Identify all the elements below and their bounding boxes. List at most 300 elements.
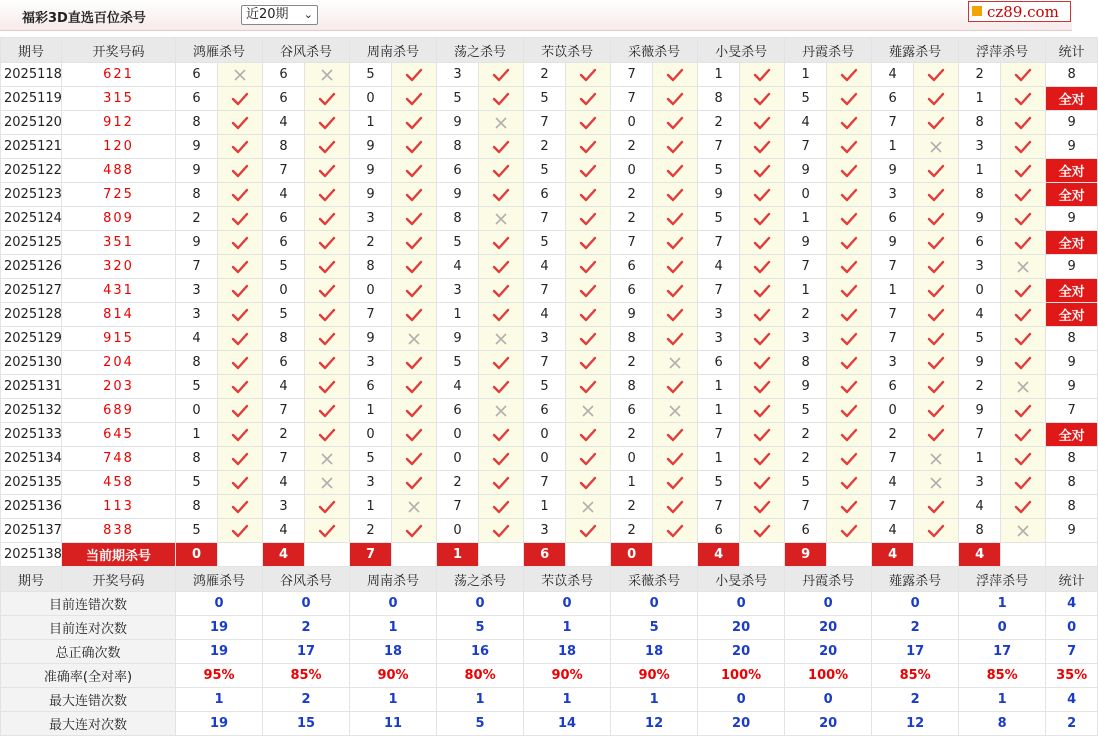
kill-result-correct xyxy=(218,399,263,423)
kill-result-correct xyxy=(305,495,350,519)
kill-result-correct xyxy=(305,207,350,231)
column-header: 芣苡杀号 xyxy=(524,38,611,63)
kill-result-correct xyxy=(740,375,785,399)
kill-number: 9 xyxy=(437,111,479,135)
current-issue-row xyxy=(1,543,1098,567)
kill-number: 2 xyxy=(611,135,653,159)
kill-number: 6 xyxy=(437,159,479,183)
kill-number: 9 xyxy=(350,327,392,351)
check-icon xyxy=(753,380,771,394)
kill-number: 3 xyxy=(872,183,914,207)
kill-number: 9 xyxy=(785,159,827,183)
kill-number: 7 xyxy=(872,255,914,279)
stat-value: 17 xyxy=(263,640,350,664)
kill-result-correct xyxy=(566,111,611,135)
kill-number: 8 xyxy=(176,495,218,519)
check-icon xyxy=(318,500,336,514)
cross-icon xyxy=(233,68,247,82)
kill-result-correct xyxy=(653,303,698,327)
winning-number: 814 xyxy=(62,303,176,327)
check-icon xyxy=(666,452,684,466)
kill-result-correct xyxy=(218,447,263,471)
kill-number: 9 xyxy=(437,183,479,207)
check-icon xyxy=(318,308,336,322)
check-icon xyxy=(753,92,771,106)
kill-number: 4 xyxy=(785,111,827,135)
table-row xyxy=(1,471,1098,495)
kill-result-correct xyxy=(653,231,698,255)
kill-result-correct xyxy=(653,279,698,303)
check-icon xyxy=(231,164,249,178)
kill-number: 7 xyxy=(785,495,827,519)
kill-result-correct xyxy=(914,159,959,183)
stat-all-correct-badge: 全对 xyxy=(1046,183,1098,207)
kill-result-correct xyxy=(566,279,611,303)
current-kill-number: 0 xyxy=(176,543,218,567)
check-icon xyxy=(231,476,249,490)
check-icon xyxy=(753,284,771,298)
check-icon xyxy=(753,140,771,154)
kill-number: 8 xyxy=(611,327,653,351)
kill-result-correct xyxy=(740,423,785,447)
kill-number: 7 xyxy=(524,351,566,375)
kill-number: 2 xyxy=(611,495,653,519)
kill-result-correct xyxy=(740,399,785,423)
column-header: 丹霞杀号 xyxy=(785,38,872,63)
kill-result-correct xyxy=(479,423,524,447)
current-kill-number: 4 xyxy=(263,543,305,567)
kill-number: 0 xyxy=(524,447,566,471)
kill-result-correct xyxy=(653,375,698,399)
kill-number: 2 xyxy=(350,519,392,543)
check-icon xyxy=(318,356,336,370)
kill-result-correct xyxy=(392,183,437,207)
kill-result-correct xyxy=(392,63,437,87)
check-icon xyxy=(231,116,249,130)
column-header: 荡之杀号 xyxy=(437,567,524,592)
kill-result-wrong xyxy=(914,471,959,495)
column-header: 统计 xyxy=(1046,38,1098,63)
stat-value: 19 xyxy=(176,616,263,640)
kill-number: 2 xyxy=(263,423,305,447)
kill-result-correct xyxy=(479,231,524,255)
kill-result-correct xyxy=(305,375,350,399)
column-header: 芣苡杀号 xyxy=(524,567,611,592)
table-row xyxy=(1,495,1098,519)
table-row xyxy=(1,447,1098,471)
kill-number: 9 xyxy=(872,231,914,255)
stat-value: 11 xyxy=(350,712,437,736)
kill-result-correct xyxy=(914,207,959,231)
stat-value: 35% xyxy=(1046,664,1098,688)
kill-result-correct xyxy=(392,135,437,159)
kill-number: 4 xyxy=(959,495,1001,519)
check-icon xyxy=(840,140,858,154)
winning-number: 113 xyxy=(62,495,176,519)
cross-icon xyxy=(668,404,682,418)
kill-number: 2 xyxy=(785,303,827,327)
kill-number: 0 xyxy=(524,423,566,447)
winning-number: 458 xyxy=(62,471,176,495)
kill-result-correct xyxy=(479,351,524,375)
check-icon xyxy=(405,164,423,178)
period-select[interactable] xyxy=(241,5,318,25)
kill-number: 7 xyxy=(698,495,740,519)
kill-number: 1 xyxy=(959,159,1001,183)
kill-number: 2 xyxy=(959,375,1001,399)
kill-result-correct xyxy=(1001,63,1046,87)
kill-result-correct xyxy=(305,231,350,255)
kill-result-correct xyxy=(392,399,437,423)
check-icon xyxy=(1014,428,1032,442)
check-icon xyxy=(840,260,858,274)
check-icon xyxy=(318,140,336,154)
kill-result-wrong xyxy=(479,399,524,423)
check-icon xyxy=(405,452,423,466)
check-icon xyxy=(231,284,249,298)
kill-result-correct xyxy=(827,183,872,207)
current-kill-number: 6 xyxy=(524,543,566,567)
kill-result-correct xyxy=(305,159,350,183)
kill-result-correct xyxy=(1001,87,1046,111)
kill-number: 7 xyxy=(698,135,740,159)
kill-number: 7 xyxy=(872,111,914,135)
kill-result-correct xyxy=(305,255,350,279)
kill-result-correct xyxy=(566,207,611,231)
kill-result-correct xyxy=(392,423,437,447)
check-icon xyxy=(231,260,249,274)
kill-result-correct xyxy=(566,159,611,183)
check-icon xyxy=(840,116,858,130)
kill-result-correct xyxy=(305,183,350,207)
kill-result-correct xyxy=(392,351,437,375)
kill-number: 4 xyxy=(176,327,218,351)
kill-result-correct xyxy=(914,111,959,135)
kill-result-correct xyxy=(305,423,350,447)
kill-number: 0 xyxy=(437,519,479,543)
kill-number: 7 xyxy=(698,231,740,255)
current-kill-number: 4 xyxy=(872,543,914,567)
kill-result-correct xyxy=(653,495,698,519)
kill-number: 7 xyxy=(524,111,566,135)
column-header: 期号 xyxy=(1,567,62,592)
stat-all-correct-badge: 全对 xyxy=(1046,303,1098,327)
kill-number: 3 xyxy=(350,471,392,495)
check-icon xyxy=(231,92,249,106)
kill-result-wrong xyxy=(305,447,350,471)
stat-all-correct-badge: 全对 xyxy=(1046,279,1098,303)
kill-result-correct xyxy=(566,255,611,279)
period-select-value: 近20期 xyxy=(246,7,289,22)
check-icon xyxy=(840,212,858,226)
kill-number: 4 xyxy=(437,255,479,279)
check-icon xyxy=(1014,356,1032,370)
stat-value: 0 xyxy=(524,592,611,616)
kill-number: 7 xyxy=(872,447,914,471)
check-icon xyxy=(318,164,336,178)
check-icon xyxy=(579,524,597,538)
kill-number: 6 xyxy=(698,519,740,543)
check-icon xyxy=(927,404,945,418)
check-icon xyxy=(753,356,771,370)
kill-number: 2 xyxy=(611,351,653,375)
stat-count: 8 xyxy=(1046,63,1098,87)
check-icon xyxy=(492,500,510,514)
check-icon xyxy=(927,164,945,178)
current-kill-number: 1 xyxy=(437,543,479,567)
stat-row xyxy=(1,616,1098,640)
kill-result-correct xyxy=(914,183,959,207)
stat-value: 0 xyxy=(437,592,524,616)
winning-number: 725 xyxy=(62,183,176,207)
kill-result-correct xyxy=(914,399,959,423)
check-icon xyxy=(840,428,858,442)
kill-result-correct xyxy=(305,87,350,111)
kill-number: 8 xyxy=(611,375,653,399)
kill-number: 0 xyxy=(350,279,392,303)
kill-number: 0 xyxy=(437,447,479,471)
kill-number: 9 xyxy=(176,159,218,183)
kill-number: 5 xyxy=(785,471,827,495)
kill-number: 0 xyxy=(959,279,1001,303)
stat-value: 8 xyxy=(959,712,1046,736)
header-row xyxy=(1,567,1098,592)
check-icon xyxy=(666,476,684,490)
kill-number: 3 xyxy=(698,327,740,351)
check-icon xyxy=(579,284,597,298)
kill-number: 4 xyxy=(263,111,305,135)
kill-number: 1 xyxy=(785,279,827,303)
stat-value: 95% xyxy=(176,664,263,688)
kill-number: 0 xyxy=(350,87,392,111)
kill-result-correct xyxy=(392,231,437,255)
winning-number: 838 xyxy=(62,519,176,543)
check-icon xyxy=(840,332,858,346)
stat-all-correct-badge: 全对 xyxy=(1046,231,1098,255)
check-icon xyxy=(231,140,249,154)
stat-value: 16 xyxy=(437,640,524,664)
check-icon xyxy=(318,524,336,538)
check-icon xyxy=(753,476,771,490)
check-icon xyxy=(579,476,597,490)
check-icon xyxy=(231,500,249,514)
kill-number: 4 xyxy=(959,303,1001,327)
kill-number: 6 xyxy=(611,279,653,303)
table-row xyxy=(1,279,1098,303)
kill-result-correct xyxy=(305,111,350,135)
check-icon xyxy=(927,92,945,106)
check-icon xyxy=(840,188,858,202)
kill-result-correct xyxy=(305,327,350,351)
kill-result-correct xyxy=(827,423,872,447)
kill-result-correct xyxy=(740,495,785,519)
stat-value: 4 xyxy=(1046,688,1098,712)
kill-result-wrong xyxy=(1001,375,1046,399)
kill-result-correct xyxy=(218,303,263,327)
check-icon xyxy=(405,284,423,298)
cross-icon xyxy=(320,452,334,466)
kill-result-correct xyxy=(740,303,785,327)
stat-value: 0 xyxy=(350,592,437,616)
blank-cell xyxy=(1001,543,1046,567)
kill-number: 4 xyxy=(698,255,740,279)
kill-result-correct xyxy=(218,255,263,279)
kill-number: 7 xyxy=(698,279,740,303)
stat-value: 0 xyxy=(698,688,785,712)
issue-number: 2025131 xyxy=(1,375,62,399)
site-logo[interactable] xyxy=(968,1,1071,22)
stat-value: 12 xyxy=(611,712,698,736)
kill-result-correct xyxy=(479,471,524,495)
stat-value: 0 xyxy=(785,592,872,616)
stat-value: 15 xyxy=(263,712,350,736)
column-header: 薤露杀号 xyxy=(872,38,959,63)
stat-value: 85% xyxy=(872,664,959,688)
stat-value: 20 xyxy=(698,712,785,736)
stat-value: 17 xyxy=(872,640,959,664)
kill-result-correct xyxy=(740,183,785,207)
check-icon xyxy=(666,164,684,178)
kill-number: 7 xyxy=(611,87,653,111)
check-icon xyxy=(1014,332,1032,346)
blank-cell xyxy=(566,543,611,567)
check-icon xyxy=(579,380,597,394)
check-icon xyxy=(579,308,597,322)
check-icon xyxy=(405,380,423,394)
kill-number: 5 xyxy=(437,87,479,111)
blank-cell xyxy=(479,543,524,567)
current-kill-number: 4 xyxy=(698,543,740,567)
kill-result-correct xyxy=(740,519,785,543)
kill-result-correct xyxy=(1001,327,1046,351)
check-icon xyxy=(1014,308,1032,322)
kill-number: 5 xyxy=(437,231,479,255)
stat-count: 9 xyxy=(1046,111,1098,135)
check-icon xyxy=(579,236,597,250)
column-header: 谷风杀号 xyxy=(263,567,350,592)
winning-number: 120 xyxy=(62,135,176,159)
check-icon xyxy=(405,140,423,154)
kill-number: 8 xyxy=(785,351,827,375)
kill-result-correct xyxy=(653,255,698,279)
kill-result-correct xyxy=(218,111,263,135)
kill-number: 3 xyxy=(698,303,740,327)
kill-result-correct xyxy=(1001,183,1046,207)
kill-number: 5 xyxy=(350,63,392,87)
table-row xyxy=(1,351,1098,375)
kill-number: 7 xyxy=(263,399,305,423)
blank-cell xyxy=(914,543,959,567)
cross-icon xyxy=(668,356,682,370)
check-icon xyxy=(840,380,858,394)
kill-result-correct xyxy=(566,327,611,351)
check-icon xyxy=(927,524,945,538)
stat-value: 1 xyxy=(524,616,611,640)
stat-value: 20 xyxy=(698,616,785,640)
check-icon xyxy=(405,212,423,226)
kill-number: 8 xyxy=(437,207,479,231)
kill-number: 4 xyxy=(437,375,479,399)
kill-result-wrong xyxy=(566,495,611,519)
check-icon xyxy=(753,500,771,514)
blank-cell xyxy=(218,543,263,567)
kill-number: 0 xyxy=(611,111,653,135)
check-icon xyxy=(492,92,510,106)
kill-number: 3 xyxy=(176,303,218,327)
kill-number: 4 xyxy=(263,519,305,543)
kill-result-correct xyxy=(392,303,437,327)
kill-number: 5 xyxy=(263,303,305,327)
issue-number: 2025128 xyxy=(1,303,62,327)
kill-number: 4 xyxy=(263,183,305,207)
stat-value: 2 xyxy=(1046,712,1098,736)
kill-result-correct xyxy=(740,279,785,303)
check-icon xyxy=(1014,68,1032,82)
kill-number: 6 xyxy=(611,255,653,279)
check-icon xyxy=(666,140,684,154)
kill-result-correct xyxy=(566,519,611,543)
check-icon xyxy=(231,332,249,346)
stat-all-correct-badge: 全对 xyxy=(1046,423,1098,447)
check-icon xyxy=(666,380,684,394)
current-kill-number: 0 xyxy=(611,543,653,567)
kill-result-wrong xyxy=(479,111,524,135)
kill-number: 2 xyxy=(785,447,827,471)
stat-value: 1 xyxy=(959,688,1046,712)
check-icon xyxy=(405,236,423,250)
kill-number: 5 xyxy=(350,447,392,471)
check-icon xyxy=(753,164,771,178)
kill-number: 0 xyxy=(785,183,827,207)
cross-icon xyxy=(494,332,508,346)
column-header: 薤露杀号 xyxy=(872,567,959,592)
kill-result-correct xyxy=(1001,159,1046,183)
stat-value: 0 xyxy=(785,688,872,712)
kill-result-correct xyxy=(827,327,872,351)
stat-value: 0 xyxy=(176,592,263,616)
cross-icon xyxy=(581,404,595,418)
check-icon xyxy=(405,404,423,418)
kill-result-correct xyxy=(392,519,437,543)
kill-result-correct xyxy=(392,87,437,111)
stat-value: 85% xyxy=(263,664,350,688)
kill-result-correct xyxy=(827,447,872,471)
kill-result-correct xyxy=(566,63,611,87)
blank-cell xyxy=(1046,543,1098,567)
kill-number: 9 xyxy=(176,231,218,255)
check-icon xyxy=(927,68,945,82)
stat-label: 目前连错次数 xyxy=(1,592,176,616)
check-icon xyxy=(231,188,249,202)
stat-count: 8 xyxy=(1046,327,1098,351)
issue-number: 2025133 xyxy=(1,423,62,447)
check-icon xyxy=(753,116,771,130)
cross-icon xyxy=(407,332,421,346)
kill-result-correct xyxy=(305,303,350,327)
check-icon xyxy=(840,92,858,106)
kill-number: 3 xyxy=(176,279,218,303)
check-icon xyxy=(579,188,597,202)
kill-result-wrong xyxy=(392,495,437,519)
kill-number: 2 xyxy=(611,183,653,207)
kill-number: 7 xyxy=(263,447,305,471)
kill-result-correct xyxy=(653,447,698,471)
kill-result-correct xyxy=(479,375,524,399)
check-icon xyxy=(666,284,684,298)
winning-number: 203 xyxy=(62,375,176,399)
stat-row xyxy=(1,664,1098,688)
kill-result-correct xyxy=(740,135,785,159)
